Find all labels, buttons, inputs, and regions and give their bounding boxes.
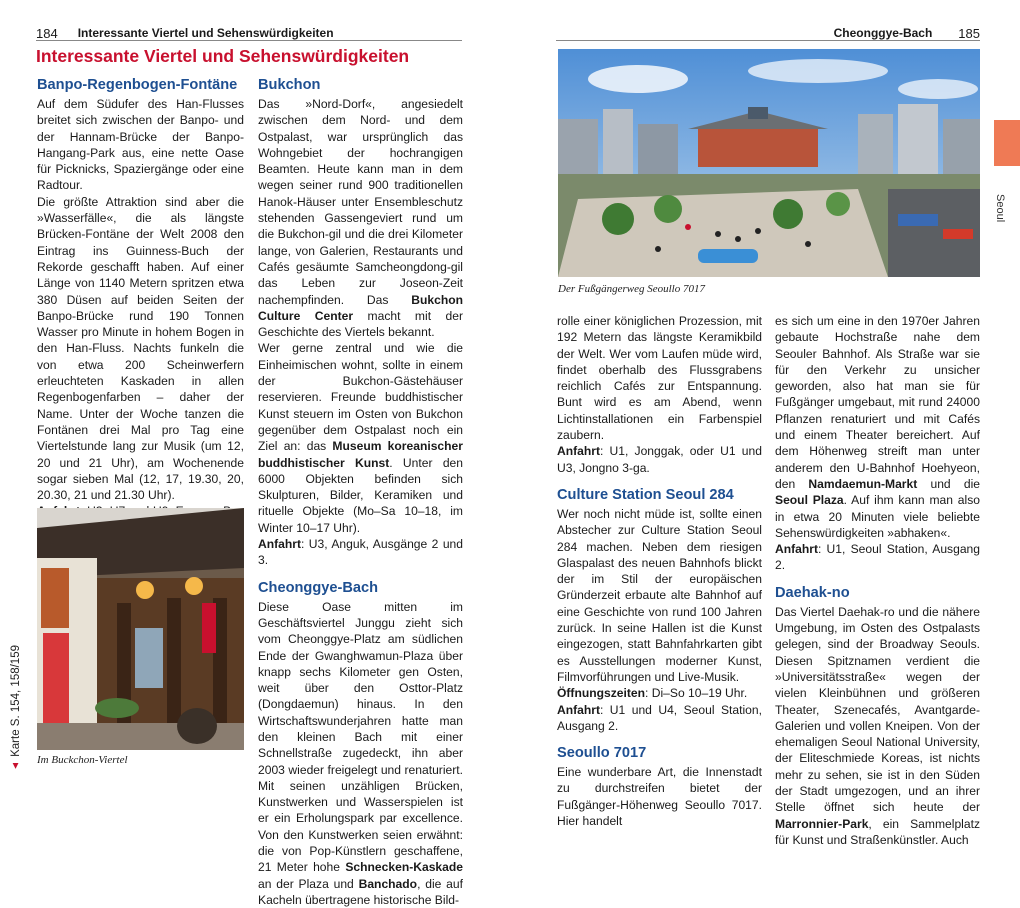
page-number-left: 184	[36, 25, 58, 41]
heading-daehak: Daehak-no	[775, 584, 850, 601]
chapter-tab	[994, 120, 1020, 166]
heading-seoullo: Seoullo 7017	[557, 745, 647, 762]
heading-cheonggye: Cheonggye-Bach	[258, 579, 379, 596]
oeffnungszeiten: Öffnungszeiten: Di–So 10–19 Uhr.	[557, 686, 748, 701]
header-rule-left	[36, 40, 462, 41]
paragraph-banpo-1: Auf dem Südufer des Han-Flusses breitet sich zwischen der Banpo- und der Hannam-Brücke der Banpo-Hangang-Park aus, eine nette Oase für Picknicks, Spaziergänge oder eine Radtour.	[37, 97, 244, 193]
paragraph-bukchon-1: Das »Nord-Dorf«, angesiedelt zwischen dem Nord- und dem Ostpalast, war ursprünglich das Wohngebiet der hochrangigen Beamten. Heute kann man in dem wegen seiner rund 900 traditionellen Hanok-Häuser unter Ensembleschutz stehenden Gassengeviert rund um die Bukchon-gil und die drei Kilometer lange, von Galerien, Restaurants und Cafés gesäumte Samcheongdong-gil das Leben zur Joseon-Zeit nachempfinden. Das Bukchon Culture Center macht mit der Geschichte des Viertels bekannt.	[258, 97, 463, 340]
paragraph-culture-station: Wer noch nicht müde ist, sollte einen Abstecher zur Culture Station Seoul 284 machen. Neben dem riesigen Glaspalast des neuen Bahnhofs blickt der im Stil der europäischen Gründerzeit erbaute alte Bahnhof auf eine Geschichte von rund 100 Jahren zurück. In seine Hallen ist die Kunst eingezogen, statt Bahnfahrkarten gibt es Ausstellungen moderner Kunst, Filmvorführungen und Live-Musik.	[557, 506, 762, 684]
running-header-title-left: Interessante Viertel und Sehenswürdigkeiten	[77, 26, 334, 40]
header-rule-right	[556, 40, 980, 41]
caption-bukchon: Im Buckchon-Viertel	[37, 754, 128, 766]
heading-bukchon: Bukchon	[258, 77, 321, 93]
photo-bukchon	[37, 508, 244, 750]
anfahrt-cheonggye: Anfahrt: U1, Jonggak, oder U1 und U3, Jongno 3-ga.	[557, 444, 762, 475]
paragraph-cheonggye: Diese Oase mitten im Geschäftsviertel Junggu zieht sich vom Cheonggye-Platz am südlichen Ende der Gwanghwamun-Plaza über knapp sechs Kilometer gen Osten, weit über den Osttor-Platz (Dongdaemun) hinaus. In den Wirtschaftswunderjahren hatte man den kleinen Bach mit einer Schnellstraße zugedeckt, ihn aber 2003 wieder freigelegt und renaturiert. Mit seinen unzähligen Brücken, Kunstwerken und Wasserspielen ist er ein Erholungspark par excellence. Von den Kunstwerken seien erwähnt: die von Pop-Künstlern geschaffene, 21 Meter hohe Schnecken-Kaskade an der Plaza und Banchado, die auf Kacheln übertragene historische Bild-	[258, 599, 463, 907]
paragraph-seoullo-2: es sich um eine in den 1970er Jahren gebaute Hochstraße nahe dem Seouler Bahnhof. Als Straße war sie für den Verkehr zu unsicher geworden, also hat man sie für Fußgänger umgebaut, mit rund 24000 Pflanzen renaturiert und mit Cafés und einem Theater bereichert. Auf dem Höhenweg streift man unter anderem den U-Bahnhof Hoehyeon, den Namdaemun-Markt und die Seoul Plaza. Auf ihm kann man also in etwa 20 Minuten viele beliebte Sehenswürdigkeiten »abhaken«.	[775, 314, 980, 540]
right-column-2	[775, 313, 980, 848]
anfahrt-seoullo: Anfahrt: U1, Seoul Station, Ausgang 2.	[775, 542, 980, 573]
paragraph-bukchon-2: Wer gerne zentral und wie die Einheimischen wohnt, sollte in einem der Bukchon-Gästehäuser reservieren. Freunde buddhistischer Kunst steuern im Osten von Bukchon gegenüber dem Ostpalast noch ein Ziel an: das Museum koreanischer buddhistischer Kunst. Unter den 6000 Objekten befinden sich Skulpturen, Bilder, Keramiken und rituelle Objekte (Mo–Sa 10–18, im Winter 10–17 Uhr).	[258, 341, 463, 535]
left-page	[0, 0, 510, 907]
page-number-right: 185	[958, 25, 980, 41]
side-label-seoul: Seoul	[994, 194, 1006, 223]
left-column-2	[258, 76, 463, 908]
paragraph-daehak: Das Viertel Daehak-ro und die nähere Umgebung, im Osten des Ostpalasts gelegen, sind der Broadway Seouls. Diesen Spitznamen verdient die »Universitätsstraße« wegen der vielen Kleinbühnen und größeren Theater, Szenecafés, Avantgarde-Galerien und vollen Kneipen. Von der ehemaligen Seoul National University, der Eliteschmiede Koreas, ist nichts mehr zu sehen, sie ist in den Süden der Stadt umgezogen, und an ihrer Stelle öffnet sich heute der Marronnier-Park, ein Sammelplatz für Kunst und Straßenkünstler. Auch	[775, 604, 980, 847]
paragraph-seoullo-1: Eine wunderbare Art, die Innenstadt zu durchstreifen bietet der Fußgänger-Höhenweg Seoullo 7017. Hier handelt	[557, 765, 762, 829]
right-column-1	[557, 313, 762, 829]
paragraph-banpo-2: Die größte Attraktion sind aber die »Wasserfälle«, die als längste Brücken-Fontäne der Welt 2008 den Eintrag ins Guinness-Buch der Rekorde geschafft haben. Auf einer Länge von 1140 Metern spritzen etwa 380 Düsen auf beiden Seiten der Banpo-Brücke rund 190 Tonnen Wasser pro Minute in hohem Bogen in den Han-Fluss. Nachts funkeln die von etwa 200 Scheinwerfern erleuchteten Kaskaden in allen Regenbogenfarben – daher der Name. Unter der Woche tanzen die Fontänen drei Mal pro Tag eine Viertelstunde lang zur Musik (um 12, 20 und 21 Uhr), am Wochenende sogar sieben Mal (12, 17, 19.30, 20, 20.30, 21 und 21.30 Uhr).	[37, 194, 244, 503]
right-page	[510, 0, 1020, 847]
heading-banpo: Banpo-Regenbogen-Fontäne	[37, 77, 238, 93]
photo-seoullo	[558, 49, 980, 277]
anfahrt-bukchon: Anfahrt: U3, Anguk, Ausgänge 2 und 3.	[258, 537, 463, 568]
paragraph-cheonggye-cont: rolle einer königlichen Prozession, mit 192 Metern das längste Keramikbild der Welt. Wer vom Laufen müde wird, findet oberhalb des Flussgrabens reichlich Cafés zur Entspannung. Bunt wird es am Abend, wenn Lichtinstallationen ein Farbenspiel zaubern.	[557, 314, 762, 443]
caption-seoullo: Der Fußgängerweg Seoullo 7017	[558, 283, 705, 295]
map-reference: ▲ Karte S. 154, 158/159	[10, 644, 22, 771]
anfahrt-culture-station: Anfahrt: U1 und U4, Seoul Station, Ausgang 2.	[557, 702, 762, 733]
running-header-title-right: Cheonggye-Bach	[833, 26, 933, 40]
map-arrow-icon: ▲	[10, 760, 21, 771]
heading-culture-station: Culture Station Seoul 284	[557, 486, 734, 503]
chapter-title: Interessante Viertel und Sehenswürdigkeiten	[36, 46, 410, 66]
